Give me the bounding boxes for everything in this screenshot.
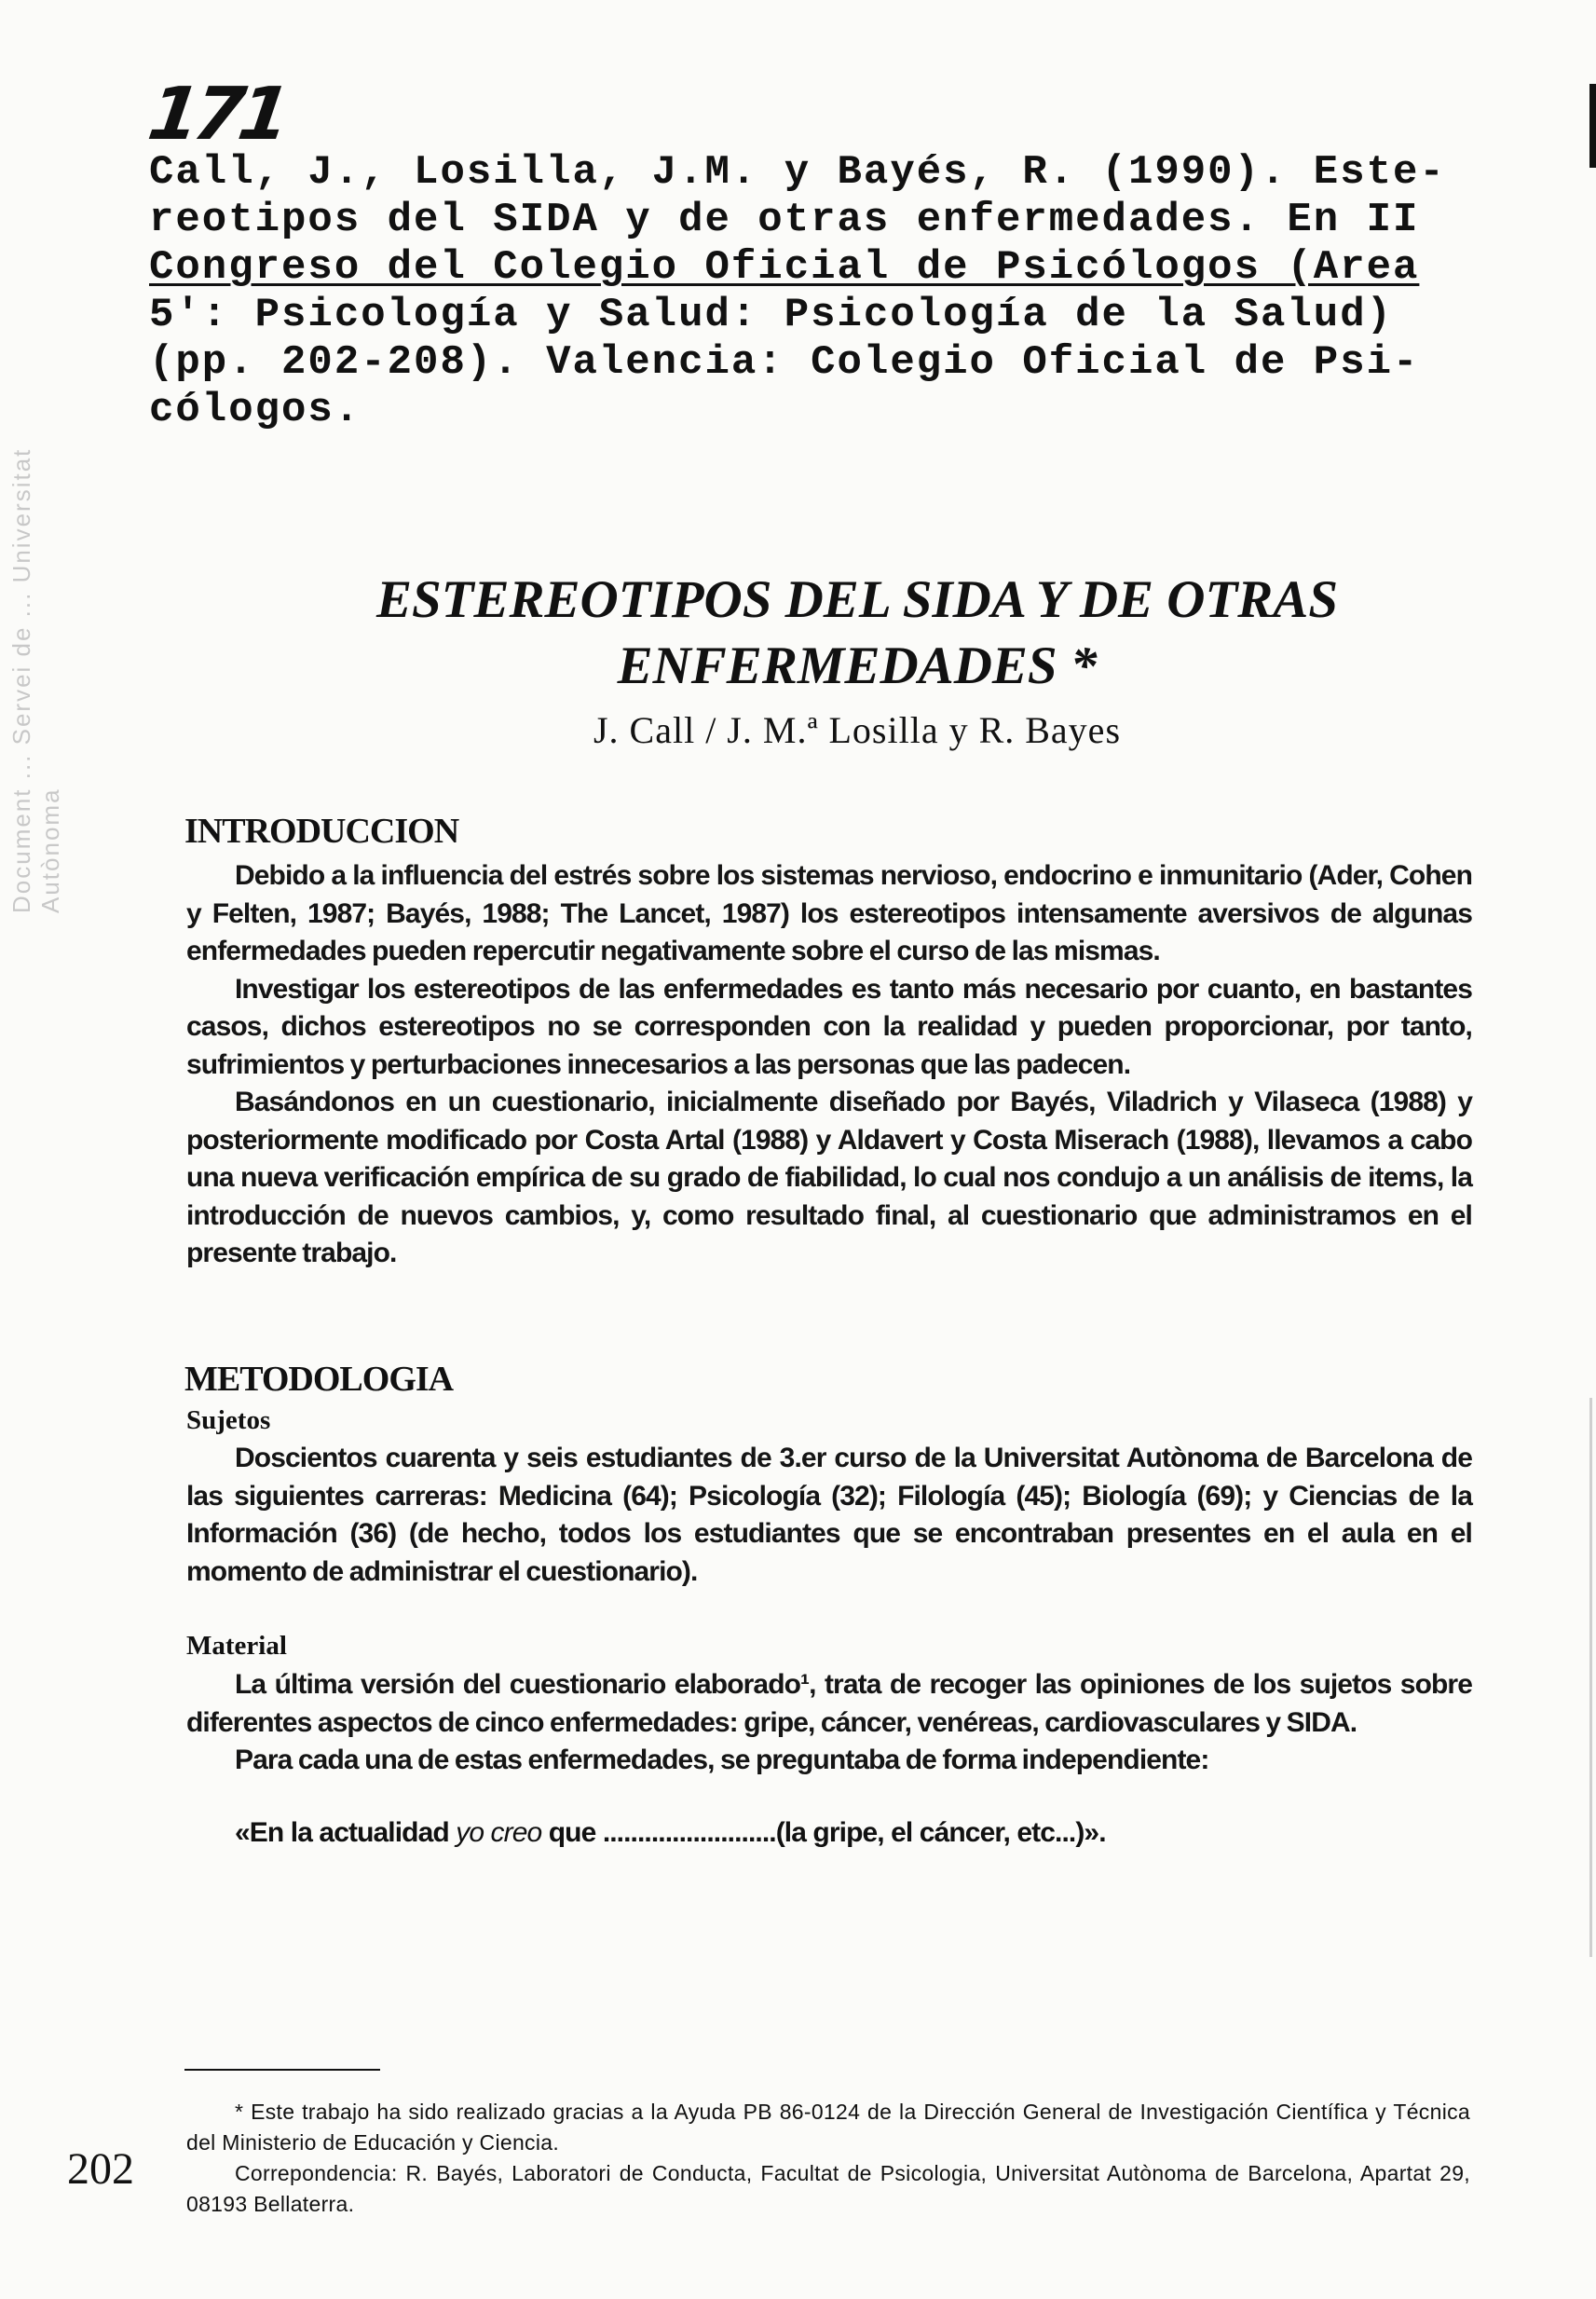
- citation-line-underlined: Congreso del Colegio Oficial de Psicólogos (Area: [149, 244, 1420, 291]
- article-title: [149, 567, 1565, 699]
- footnote: * Este trabajo ha sido realizado gracias a la Ayuda PB 86-0124 de la Dirección General de Investigación Científica y Técnica del Ministerio de Educación y Ciencia.: [186, 2100, 1470, 2155]
- subheading-material: Material: [186, 1631, 287, 1661]
- title-line-2: ENFERMEDADES *: [617, 636, 1098, 695]
- paragraph: Doscientos cuarenta y seis estudiantes de 3.er curso de la Universitat Autònoma de Barcelona de las siguientes carreras: Medicina (64); Psicología (32); Filología (45); Biología (69); y Ciencias de la Información (36) (de hecho, todos los estudiantes que se encontraban presentes en el aula en el momento de administrar el cuestionario).: [186, 1443, 1472, 1587]
- section-heading-metodologia: METODOLOGIA: [184, 1360, 454, 1399]
- handwritten-page-id: 171: [143, 73, 291, 157]
- section-heading-introduccion: INTRODUCCION: [184, 812, 459, 851]
- footnote-divider: [184, 2069, 380, 2071]
- article-authors: J. Call / J. M.ª Losilla y R. Bayes: [593, 709, 1122, 751]
- footnotes: [186, 2097, 1470, 2220]
- material-body: [186, 1666, 1472, 1780]
- paragraph: Debido a la influencia del estrés sobre los sistemas nervioso, endocrino e inmunitario (Ader, Cohen y Felten, 1987; Bayés, 1988; The Lancet, 1987) los estereotipos intensamente aversivos de algunas enfermedades pueden repercutir negativamente sobre el curso de las mismas.: [186, 860, 1472, 966]
- paragraph: La última versión del cuestionario elaborado¹, trata de recoger las opiniones de los sujetos sobre diferentes aspectos de cinco enfermedades: gripe, cáncer, venéreas, cardiovasculares y SIDA.: [186, 1669, 1472, 1738]
- citation-line: cólogos.: [149, 387, 361, 433]
- question-template: «En la actualidad yo creo que .........................(la gripe, el cáncer, etc...)».: [235, 1817, 1106, 1848]
- title-line-1: ESTEREOTIPOS DEL SIDA Y DE OTRAS: [375, 570, 1339, 629]
- subheading-sujetos: Sujetos: [186, 1405, 271, 1435]
- scan-edge-shadow: [1589, 1398, 1592, 1957]
- library-stamp: Document ... Servei de ... Universitat Autònoma: [7, 447, 64, 913]
- paragraph: Para cada una de estas enfermedades, se preguntaba de forma independiente:: [235, 1745, 1209, 1775]
- citation-line: Call, J., Losilla, J.M. y Bayés, R. (1990). Este-: [149, 149, 1446, 196]
- citation-line: reotipos del SIDA y de otras enfermedades. En II: [149, 197, 1420, 243]
- introduccion-body: [186, 857, 1472, 1273]
- paragraph: Investigar los estereotipos de las enfermedades es tanto más necesario por cuanto, en bastantes casos, dichos estereotipos no se corresponden con la realidad y pueden proporcionar, por tanto, sufrimientos y perturbaciones innecesarios a las personas que las padecen.: [186, 973, 1472, 1080]
- scan-edge-mark: [1589, 84, 1596, 168]
- page-number: 202: [67, 2144, 134, 2194]
- citation-block: [149, 149, 1519, 434]
- sujetos-body: [186, 1440, 1472, 1591]
- footnote: Correpondencia: R. Bayés, Laboratori de Conducta, Facultat de Psicologia, Universitat Autònoma de Barcelona, Apartat 29, 08193 Bellaterra.: [186, 2161, 1470, 2216]
- paragraph: Basándonos en un cuestionario, inicialmente diseñado por Bayés, Viladrich y Vilaseca (1988) y posteriormente modificado por Costa Artal (1988) y Aldavert y Costa Miserach (1988), llevamos a cabo una nueva verificación empírica de su grado de fiabilidad, lo cual nos condujo a un análisis de items, la introducción de nuevos cambios, y, como resultado final, al cuestionario que administramos en el presente trabajo.: [186, 1087, 1472, 1268]
- citation-line: 5': Psicología y Salud: Psicología de la Salud): [149, 292, 1394, 338]
- citation-line: (pp. 202-208). Valencia: Colegio Oficial de Psi-: [149, 339, 1420, 386]
